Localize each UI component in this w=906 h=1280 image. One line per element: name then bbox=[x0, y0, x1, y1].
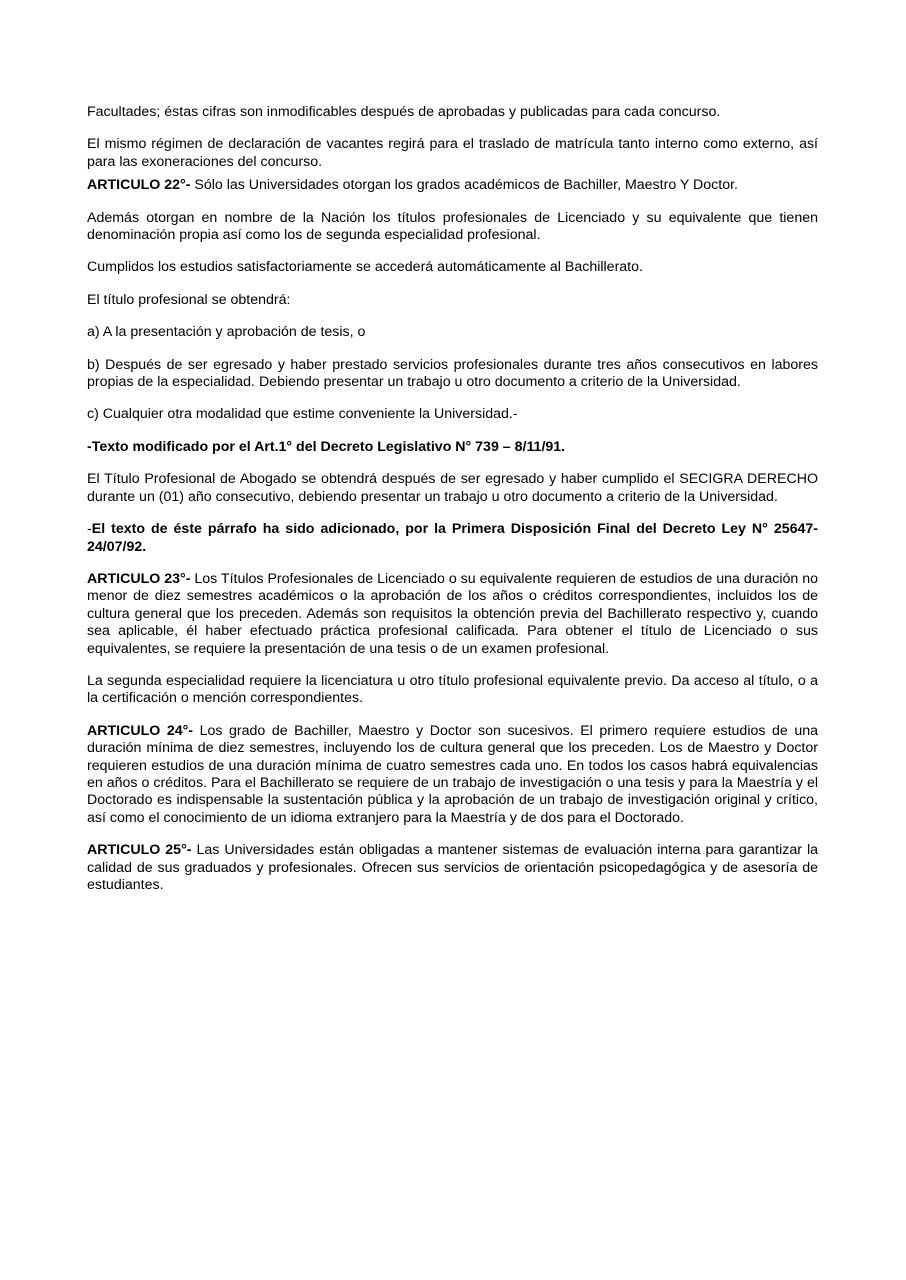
article-24-text: Los grado de Bachiller, Maestro y Doctor son sucesivos. El primero requiere estudios de una duración mínima de diez semestres, incluyendo los de cultura general que los preceden. Los de Maestro y Doctor requieren estudios de una duración mínima de cuatro semestres cada uno. En todos los casos habrá equivalencias en años o créditos. Para el Bachillerato se requiere de un trabajo de investigación o una tesis y para la Maestría y el Doctorado es indispensable la sustentación pública y la aprobación de un trabajo de investigación original y crítico, así como el conocimiento de un idioma extranjero para la Maestría y de dos para el Doctorado. bbox=[87, 722, 818, 826]
paragraph-bachillerato: Cumplidos los estudios satisfactoriamente se accederá automáticamente al Bachillerato. bbox=[87, 259, 643, 276]
list-item-c: c) Cualquier otra modalidad que estime conveniente la Universidad.- bbox=[87, 406, 518, 423]
article-23-heading: ARTICULO 23°- bbox=[87, 570, 191, 587]
article-25 bbox=[87, 842, 818, 894]
note-adicionado-text: El texto de éste párrafo ha sido adicionado, por la Primera Disposición Final del Decreto Ley N° 25647- 24/07/92. bbox=[87, 521, 818, 555]
paragraph-segunda-especialidad: La segunda especialidad requiere la licenciatura u otro título profesional equivalente previo. Da acceso al título, o a la certificación o mención correspondientes. bbox=[87, 672, 818, 707]
note-texto-adicionado bbox=[87, 521, 818, 556]
article-25-text: Las Universidades están obligadas a mantener sistemas de evaluación interna para garantizar la calidad de sus graduados y profesionales. Ofrecen sus servicios de orientación psicopedagógica y de asesoría de estudiantes. bbox=[87, 842, 818, 893]
article-25-heading: ARTICULO 25°- bbox=[87, 842, 192, 859]
article-24-heading: ARTICULO 24°- bbox=[87, 722, 194, 739]
list-item-a: a) A la presentación y aprobación de tesis, o bbox=[87, 324, 366, 341]
note-dash: - bbox=[87, 521, 92, 538]
document-body bbox=[87, 104, 818, 894]
paragraph-facultades: Facultades; éstas cifras son inmodificables después de aprobadas y publicadas para cada concurso. bbox=[87, 104, 721, 120]
list-item-b: b) Después de ser egresado y haber prestado servicios profesionales durante tres años consecutivos en labores propias de la especialidad. Debiendo presentar un trabajo u otro documento a criterio de la Universidad. bbox=[87, 356, 818, 391]
paragraph-abogado: El Título Profesional de Abogado se obtendrá después de ser egresado y haber cumplido el SECIGRA DERECHO durante un (01) año consecutivo, debiendo presentar un trabajo u otro documento a criterio de la Universidad. bbox=[87, 471, 818, 505]
article-22 bbox=[87, 177, 818, 194]
article-22-heading: ARTICULO 22°- bbox=[87, 177, 191, 194]
paragraph-titulos-profesionales: Además otorgan en nombre de la Nación los títulos profesionales de Licenciado y su equivalente que tienen denominación propia así como los de segunda especialidad profesional. bbox=[87, 209, 818, 244]
paragraph-regimen-vacantes: El mismo régimen de declaración de vacantes regirá para el traslado de matrícula tanto interno como externo, así para las exoneraciones del concurso. bbox=[87, 136, 818, 170]
article-22-text: Sólo las Universidades otorgan los grados académicos de Bachiller, Maestro Y Doctor. bbox=[190, 177, 738, 194]
article-23-text: Los Títulos Profesionales de Licenciado o su equivalente requieren de estudios de una duración no menor de diez semestres académicos o la aprobación de los años o créditos correspondientes, incluidos los de cultura general que los preceden. Además son requisitos la obtención previa del Bachillerato respectivo y, cuando sea aplicable, él haber efectuado práctica profesional calificada. Para obtener el título de Licenciado o sus equivalentes, se requiere la presentación de una tesis o de un examen profesional. bbox=[87, 570, 818, 657]
article-23 bbox=[87, 571, 818, 658]
article-24 bbox=[87, 723, 818, 827]
note-texto-modificado: -Texto modificado por el Art.1° del Decreto Legislativo N° 739 – 8/11/91. bbox=[87, 438, 566, 455]
paragraph-titulo-obtendra: El título profesional se obtendrá: bbox=[87, 291, 291, 308]
